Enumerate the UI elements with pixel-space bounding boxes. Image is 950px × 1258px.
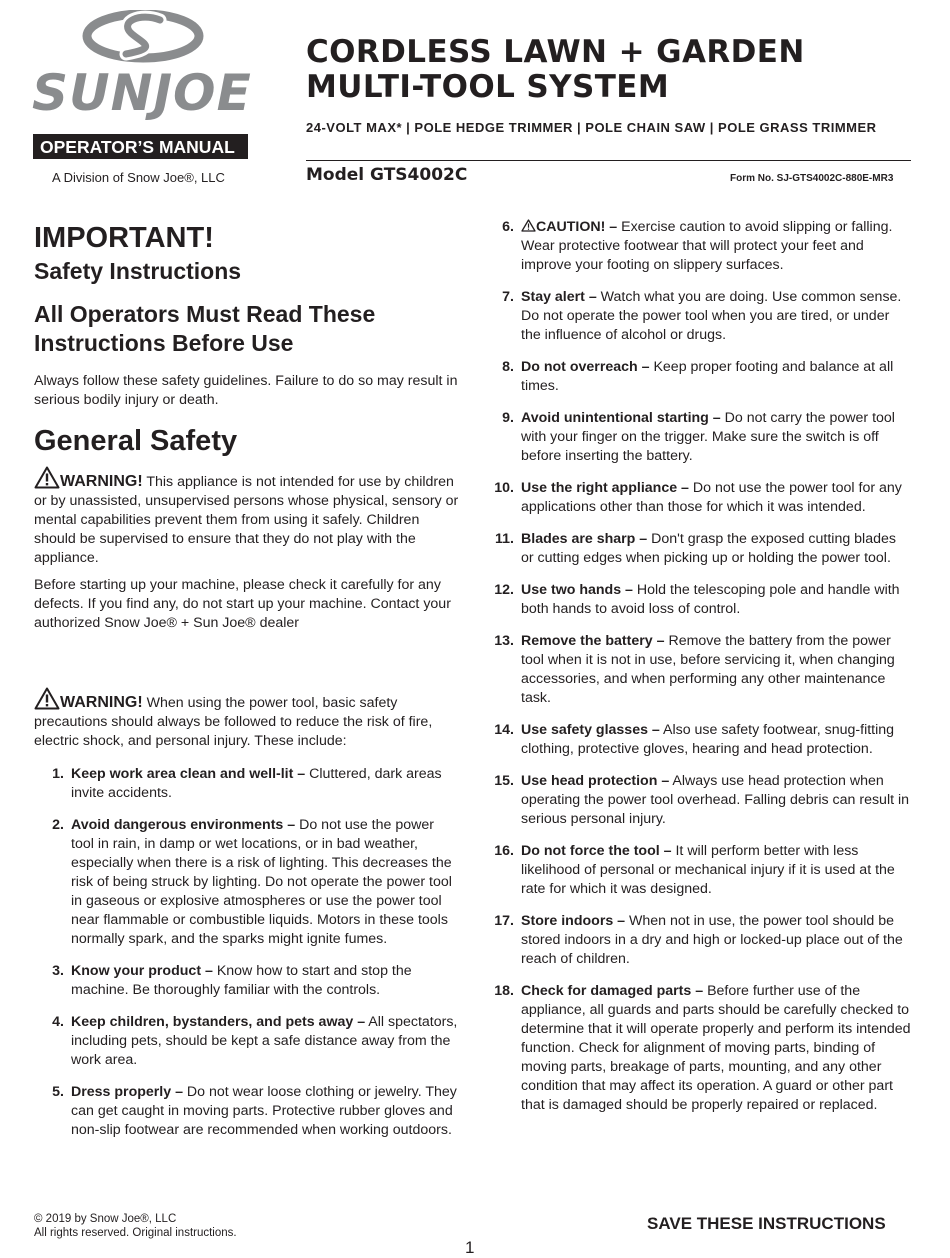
item-number: 4. xyxy=(52,1014,64,1030)
warning-text: This appliance is not intended for use by children or by unassisted, unsupervised persons whose physical, sensory or mental capabilities prevent them from using it safely. Children should be supervised to ensure that they do not play with the appliance. xyxy=(34,474,459,566)
item-number: 6. xyxy=(502,219,514,235)
warning-paragraph-2 xyxy=(34,687,459,751)
warning-label: WARNING! xyxy=(60,694,143,711)
safety-list-right xyxy=(482,218,912,1115)
list-item xyxy=(482,479,912,517)
item-title: Use safety glasses – xyxy=(521,722,660,738)
item-text: Do not carry the power tool with your finger on the trigger. Make sure the switch is off before inserting the battery. xyxy=(521,410,895,464)
form-number: Form No. SJ-GTS4002C-880E-MR3 xyxy=(730,173,894,184)
list-item xyxy=(34,816,459,949)
item-title: Blades are sharp – xyxy=(521,531,648,547)
item-number: 13. xyxy=(494,633,514,649)
item-number: 11. xyxy=(495,531,514,547)
warning-triangle-icon xyxy=(34,687,60,710)
page-number: 1 xyxy=(465,1238,475,1257)
follow-guidelines-text: Always follow these safety guidelines. Failure to do so may result in serious bodily injury or death. xyxy=(34,373,458,408)
item-text: Watch what you are doing. Use common sense. Do not operate the power tool when you are tired, or under the influence of alcohol or drugs. xyxy=(521,289,902,343)
copyright-notice xyxy=(34,1212,237,1240)
item-number: 2. xyxy=(52,817,64,833)
item-text: Do not wear loose clothing or jewelry. They can get caught in moving parts. Protective rubber gloves and non-slip footwear are recommended when working outdoors. xyxy=(71,1084,457,1138)
item-text: When not in use, the power tool should be stored indoors in a dry and high or locked-up place out of the reach of children. xyxy=(521,913,903,967)
must-read-heading xyxy=(34,300,459,358)
item-number: 12. xyxy=(494,582,514,598)
general-safety-heading: General Safety xyxy=(34,425,238,457)
model-number: Model GTS4002C xyxy=(306,165,468,185)
right-column xyxy=(482,218,912,1128)
item-number: 17. xyxy=(494,913,514,929)
item-title: CAUTION! – xyxy=(536,219,618,235)
item-title: Dress properly – xyxy=(71,1084,183,1100)
item-title: Keep children, bystanders, and pets away – xyxy=(71,1014,366,1030)
list-item xyxy=(482,581,912,619)
item-title: Stay alert – xyxy=(521,289,597,305)
item-text: All spectators, including pets, should be kept a safe distance away from the work area. xyxy=(71,1014,458,1068)
must-read-line-1: All Operators Must Read These xyxy=(34,301,376,327)
item-title: Avoid unintentional starting – xyxy=(521,410,721,426)
item-text: It will perform better with less likelihood of personal or mechanical injury if it is used at the rate for which it was designed. xyxy=(521,843,895,897)
safety-list-left xyxy=(34,765,459,1140)
list-item xyxy=(482,721,912,759)
caution-triangle-icon xyxy=(521,219,536,232)
check-machine-text: Before starting up your machine, please check it carefully for any defects. If you find any, do not start up your machine. Contact your authorized Snow Joe® + Sun Joe® dealer xyxy=(34,577,451,631)
item-number: 16. xyxy=(494,843,514,859)
safety-instructions-heading: Safety Instructions xyxy=(34,258,242,284)
item-text: Do not use the power tool in rain, in damp or wet locations, or in bad weather, especially when there is a risk of lighting. This decreases the risk of being struck by lighting. Do not operate the power tool in gaseous or explosive atmospheres or use the power tool near flammable or combustible liquids. Motors in these tools normally spark, and the sparks might ignite fumes. xyxy=(71,817,452,947)
item-number: 10. xyxy=(494,480,514,496)
save-instructions-text: SAVE THESE INSTRUCTIONS xyxy=(647,1214,886,1233)
warning-triangle-icon xyxy=(34,466,60,489)
list-item xyxy=(482,982,912,1115)
list-item xyxy=(482,842,912,899)
item-title: Avoid dangerous environments – xyxy=(71,817,296,833)
item-title: Do not overreach – xyxy=(521,359,650,375)
list-item xyxy=(34,765,459,803)
list-item xyxy=(34,1013,459,1070)
item-text: Remove the battery from the power tool when it is not in use, before servicing it, when changing accessories, and when performing any other maintenance task. xyxy=(521,633,895,706)
item-text: Do not use the power tool for any applications other than those for which it was intended. xyxy=(521,480,902,515)
item-title: Know your product – xyxy=(71,963,213,979)
item-text: Hold the telescoping pole and handle with both hands to avoid loss of control. xyxy=(521,582,900,617)
item-title: Do not force the tool – xyxy=(521,843,672,859)
title-line-2: MULTI-TOOL SYSTEM xyxy=(306,69,670,105)
item-text: Know how to start and stop the machine. Be thoroughly familiar with the controls. xyxy=(71,963,412,998)
item-text: Keep proper footing and balance at all times. xyxy=(521,359,894,394)
list-item xyxy=(482,772,912,829)
item-title: Use two hands – xyxy=(521,582,633,598)
document-title xyxy=(306,35,926,105)
item-number: 8. xyxy=(502,359,514,375)
list-item xyxy=(34,1083,459,1140)
item-text: Don't grasp the exposed cutting blades or cutting edges when picking up or holding the power tool. xyxy=(521,531,896,566)
item-number: 14. xyxy=(494,722,514,738)
list-item xyxy=(482,530,912,568)
warning-label: WARNING! xyxy=(60,473,143,490)
operators-manual-label: OPERATOR’S MANUAL xyxy=(33,134,248,159)
list-item xyxy=(482,288,912,345)
item-title: Store indoors – xyxy=(521,913,626,929)
item-number: 18. xyxy=(494,983,514,999)
list-item xyxy=(482,218,912,275)
list-item xyxy=(482,632,912,708)
item-text: Before further use of the appliance, all guards and parts should be carefully checked to determine that it will operate properly and perform its intended function. Check for alignment of moving parts, binding of moving parts, breakage of parts, mounting, and any other condition that may affect its operation. A guard or other part that is damaged should be properly repaired or replaced. xyxy=(521,983,911,1113)
item-number: 3. xyxy=(52,963,64,979)
warning-text: When using the power tool, basic safety precautions should always be followed to reduce the risk of fire, electric shock, and personal injury. These include: xyxy=(34,695,433,749)
item-text: Exercise caution to avoid slipping or falling. Wear protective footwear that will protect your feet and improve your footing on slippery surfaces. xyxy=(521,219,893,273)
list-item xyxy=(482,358,912,396)
must-read-line-2: Instructions Before Use xyxy=(34,330,294,356)
important-heading: IMPORTANT! xyxy=(34,222,214,254)
left-column xyxy=(34,220,459,1153)
list-item xyxy=(482,912,912,969)
header-divider xyxy=(306,160,911,161)
list-item xyxy=(34,962,459,1000)
brand-wordmark: SUNJOE xyxy=(32,64,252,122)
item-title: Remove the battery – xyxy=(521,633,665,649)
warning-paragraph-1 xyxy=(34,466,459,568)
copyright-line-1: © 2019 by Snow Joe®, LLC xyxy=(34,1213,177,1225)
title-line-1: CORDLESS LAWN + GARDEN xyxy=(306,34,805,70)
item-number: 15. xyxy=(494,773,514,789)
item-text: Always use head protection when operating the power tool overhead. Falling debris can result in serious personal injury. xyxy=(521,773,910,827)
item-number: 5. xyxy=(52,1084,64,1100)
item-text: Cluttered, dark areas invite accidents. xyxy=(71,766,442,801)
item-number: 7. xyxy=(502,289,514,305)
item-title: Use head protection – xyxy=(521,773,670,789)
item-title: Use the right appliance – xyxy=(521,480,689,496)
division-text: A Division of Snow Joe®, LLC xyxy=(52,170,225,185)
item-number: 9. xyxy=(502,410,514,426)
item-title: Keep work area clean and well-lit – xyxy=(71,766,306,782)
product-subtitle: 24-VOLT MAX* | POLE HEDGE TRIMMER | POLE CHAIN SAW | POLE GRASS TRIMMER xyxy=(306,120,877,135)
item-title: Check for damaged parts – xyxy=(521,983,704,999)
copyright-line-2: All rights reserved. Original instructions. xyxy=(34,1227,237,1239)
item-text: Also use safety footwear, snug-fitting clothing, protective gloves, hearing and head protection. xyxy=(521,722,895,757)
list-item xyxy=(482,409,912,466)
item-number: 1. xyxy=(52,766,64,782)
